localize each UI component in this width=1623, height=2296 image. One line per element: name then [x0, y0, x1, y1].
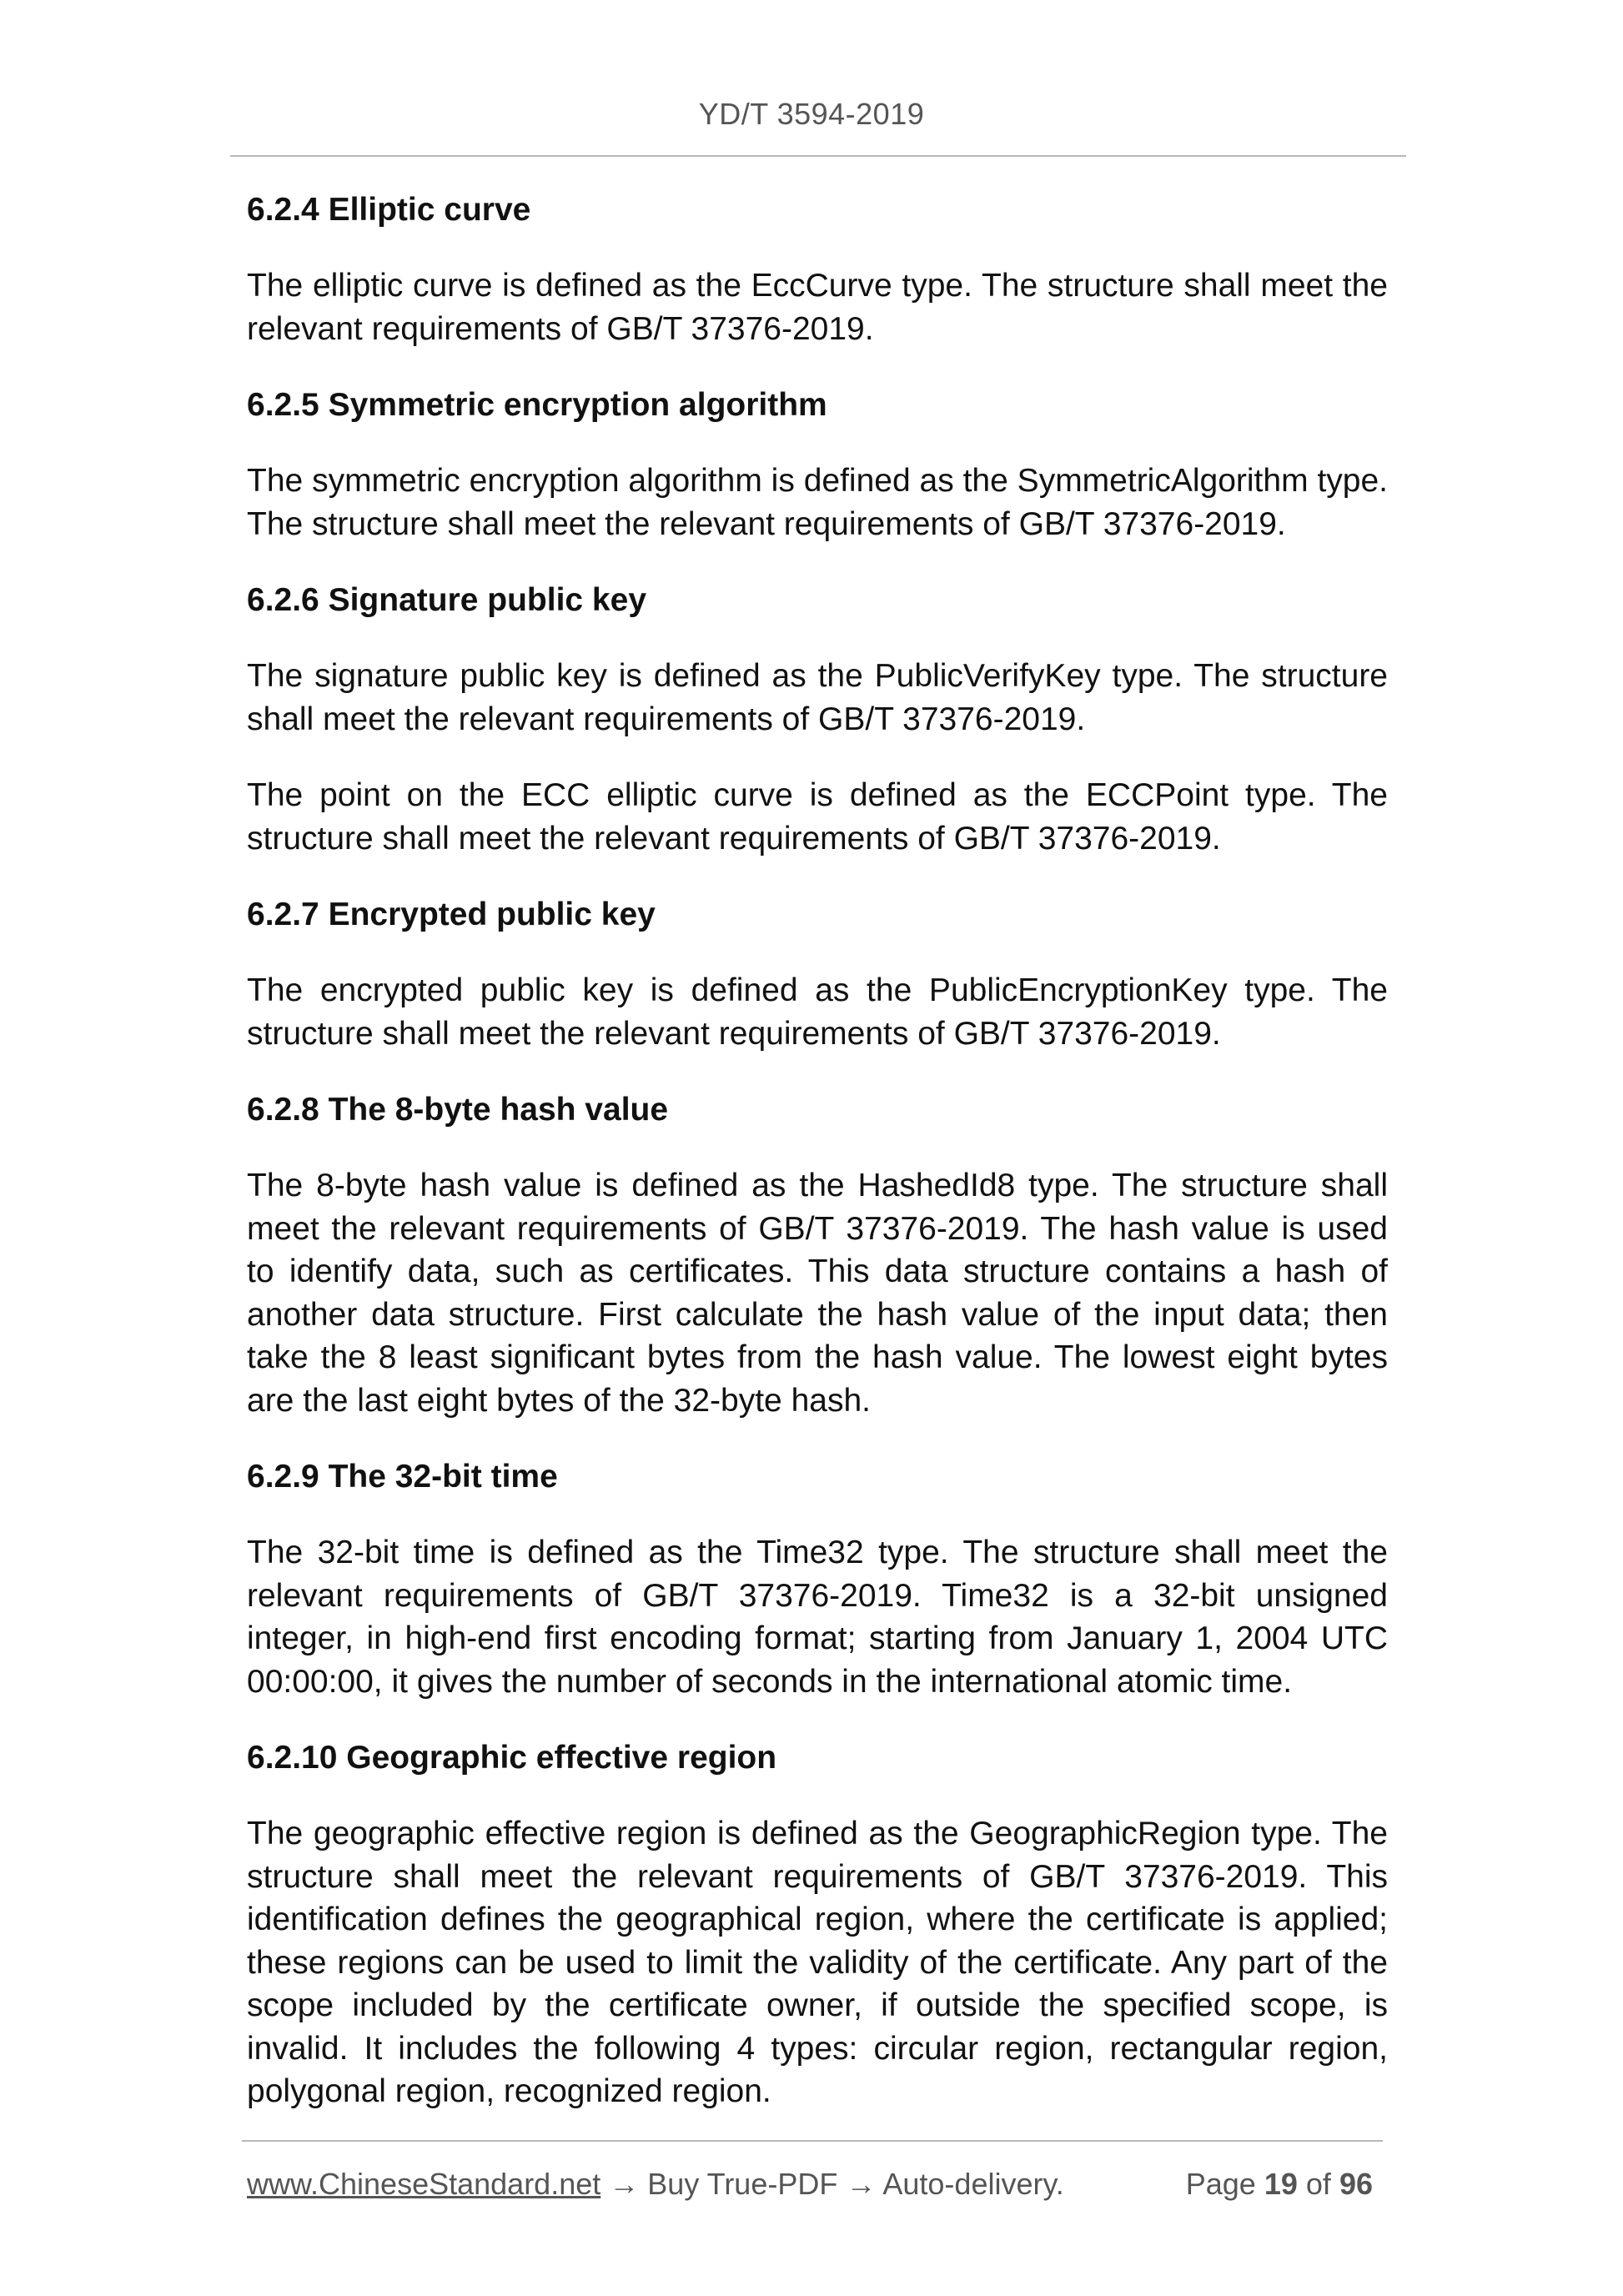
paragraph: The point on the ECC elliptic curve is defined as the ECCPoint type. The structure shall meet the relevant requirements of GB/T 37376-2019.	[247, 777, 1388, 857]
paragraph: The signature public key is defined as the PublicVerifyKey type. The structure shall meet the relevant requirements of GB/T 37376-2019.	[247, 658, 1388, 737]
section-6-2-4	[247, 188, 1388, 350]
document-id-header: YD/T 3594-2019	[698, 97, 925, 131]
paragraph: The encrypted public key is defined as the PublicEncryptionKey type. The structure shall meet the relevant requirements of GB/T 37376-2019.	[247, 972, 1388, 1052]
paragraph: The 8-byte hash value is defined as the HashedId8 type. The structure shall meet the relevant requirements of GB/T 37376-2019. The hash value is used to identify data, such as certificates. This data structure contains a hash of another data structure. First calculate the hash value of the input data; then take the 8 least significant bytes from the hash value. The lowest eight bytes are the last eight bytes of the 32-byte hash.	[247, 1168, 1388, 1419]
section-heading: 6.2.8 The 8-byte hash value	[247, 1092, 669, 1128]
arrow-icon: →	[609, 2167, 640, 2201]
page-indicator	[1186, 2163, 1373, 2205]
footer-promo	[247, 2163, 1064, 2205]
section-6-2-5	[247, 384, 1388, 545]
delivery-text: Auto-delivery.	[882, 2167, 1064, 2201]
section-6-2-8	[247, 1088, 1388, 1422]
section-6-2-9	[247, 1455, 1388, 1703]
buy-text: Buy True-PDF	[647, 2167, 838, 2201]
page-label: Page	[1185, 2167, 1256, 2201]
section-6-2-7	[247, 893, 1388, 1055]
page-number: 19	[1264, 2167, 1298, 2201]
document-body	[247, 188, 1388, 2147]
section-heading: 6.2.10 Geographic effective region	[247, 1740, 777, 1776]
section-heading: 6.2.9 The 32-bit time	[247, 1459, 558, 1495]
section-6-2-10	[247, 1736, 1388, 2113]
site-link[interactable]: www.ChineseStandard.net	[247, 2167, 601, 2201]
total-pages: 96	[1339, 2167, 1373, 2201]
of-label: of	[1305, 2167, 1331, 2201]
section-6-2-6	[247, 579, 1388, 860]
paragraph: The 32-bit time is defined as the Time32 type. The structure shall meet the relevant requirements of GB/T 37376-2019. Time32 is a 32-bit unsigned integer, in high-end first encoding format; starting from January 1, 2004 UTC 00:00:00, it gives the number of seconds in the international atomic time.	[247, 1535, 1388, 1700]
section-heading: 6.2.6 Signature public key	[247, 582, 647, 618]
paragraph: The elliptic curve is defined as the EccCurve type. The structure shall meet the relevant requirements of GB/T 37376-2019.	[247, 268, 1388, 347]
paragraph: The geographic effective region is defined as the GeographicRegion type. The structure shall meet the relevant requirements of GB/T 37376-2019. This identification defines the geographical region, where the certificate is applied; these regions can be used to limit the validity of the certificate. Any part of the scope included by the certificate owner, if outside the specified scope, is invalid. It includes the following 4 types: circular region, rectangular region, polygonal region, recognized region.	[247, 1816, 1388, 2109]
header-divider	[230, 155, 1406, 157]
footer-divider	[242, 2140, 1383, 2142]
paragraph: The symmetric encryption algorithm is defined as the SymmetricAlgorithm type. The structure shall meet the relevant requirements of GB/T 37376-2019.	[247, 463, 1388, 542]
section-heading: 6.2.4 Elliptic curve	[247, 192, 531, 228]
section-heading: 6.2.5 Symmetric encryption algorithm	[247, 387, 827, 423]
arrow-icon: →	[846, 2167, 877, 2201]
section-heading: 6.2.7 Encrypted public key	[247, 897, 656, 932]
